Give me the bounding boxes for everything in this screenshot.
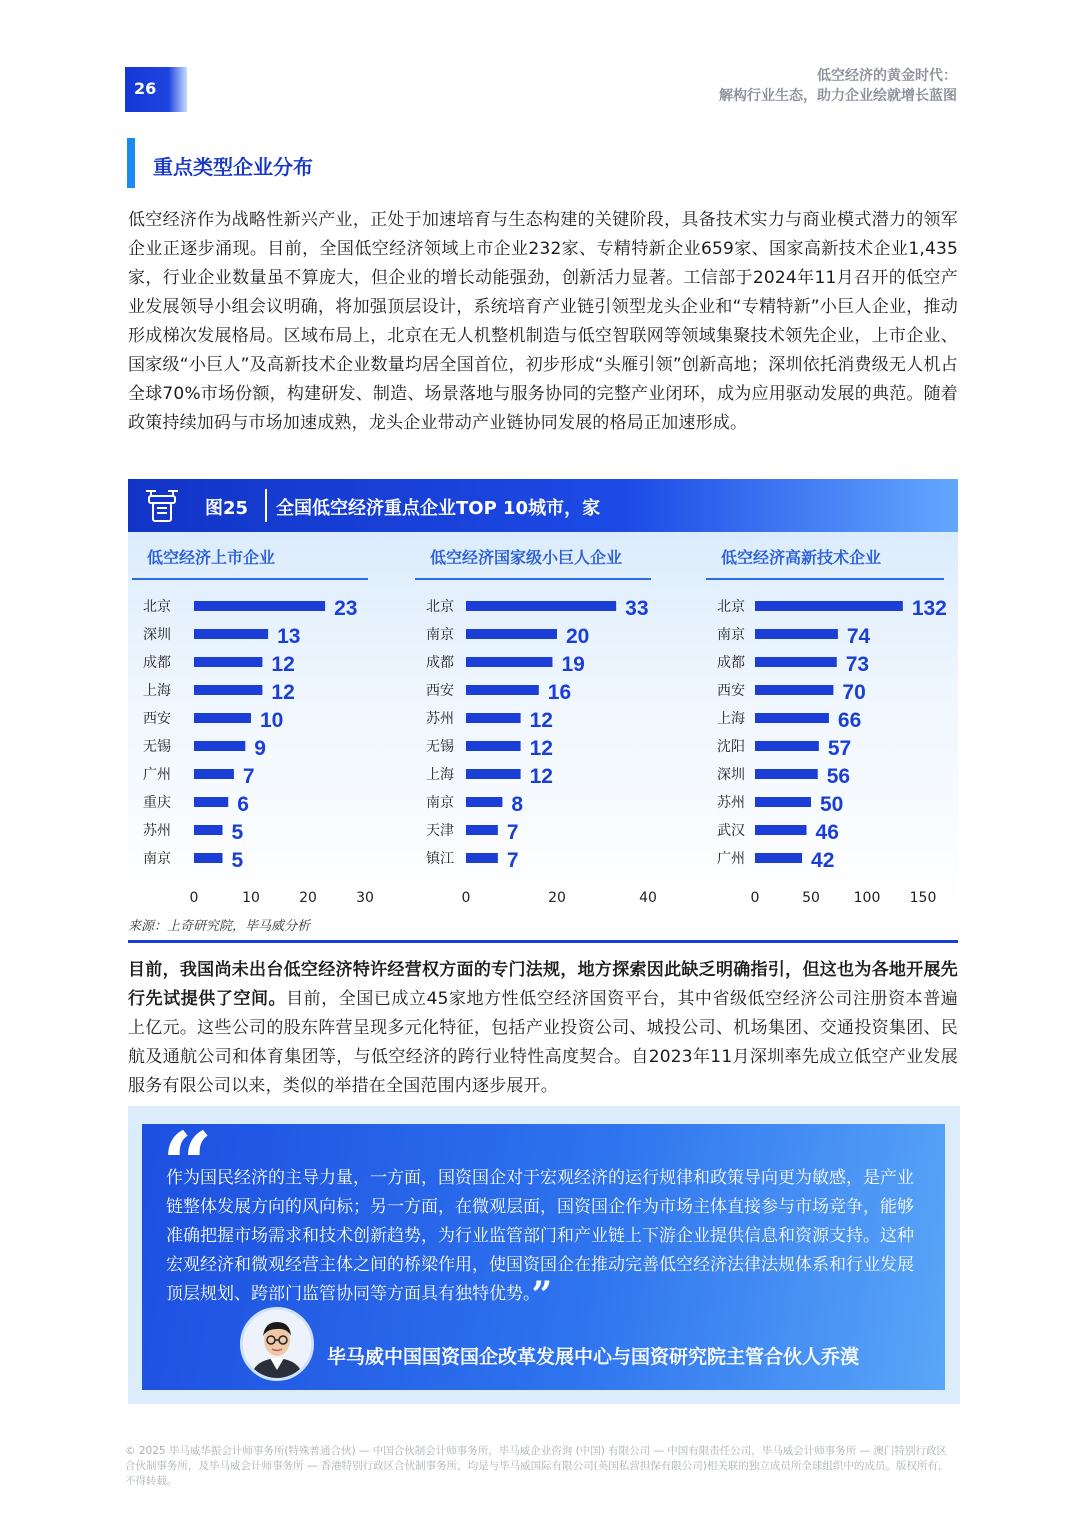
figure-header-divider <box>265 489 267 522</box>
chart-2-category-label: 上海 <box>426 767 454 783</box>
chart-3-category-label: 深圳 <box>717 767 745 783</box>
chart-1-value-label: 5 <box>231 821 244 844</box>
chart-1-bar <box>194 769 234 779</box>
chart-1-category-label: 上海 <box>143 683 171 699</box>
chart-1-bar <box>194 685 262 695</box>
chart-1-tick-label: 20 <box>299 890 317 906</box>
quote-attribution: 毕马威中国国资国企改革发展中心与国资研究院主管合伙人乔漠 <box>327 1346 860 1368</box>
chart-3-category-label: 北京 <box>717 599 745 615</box>
chart-3-title-underline <box>706 578 944 580</box>
chart-2-category-label: 北京 <box>426 599 454 615</box>
chart-3-tick-label: 0 <box>750 890 760 906</box>
chart-3-category-label: 上海 <box>717 711 745 727</box>
bar-charts <box>128 532 958 909</box>
chart-2-value-label: 7 <box>506 821 519 844</box>
chart-1-bar <box>194 853 223 863</box>
chart-3-title: 低空经济高新技术企业 <box>721 548 882 567</box>
chart-3-bar <box>755 741 819 751</box>
chart-2-category-label: 西安 <box>426 683 454 699</box>
chart-1-bar <box>194 629 268 639</box>
chart-3-category-label: 武汉 <box>717 823 745 839</box>
section-title: 重点类型企业分布 <box>153 155 313 179</box>
chart-3-value-label: 42 <box>811 849 835 872</box>
chart-3-value-label: 132 <box>911 597 947 620</box>
chart-1-category-label: 无锡 <box>143 739 171 755</box>
chart-3-value-label: 50 <box>820 793 844 816</box>
chart-3-bar <box>755 853 802 863</box>
chart-1-title-underline <box>132 578 368 580</box>
chart-1-bar <box>194 825 223 835</box>
chart-2-bar <box>466 853 498 863</box>
chart-2-bar <box>466 741 521 751</box>
chart-1-bar <box>194 657 262 667</box>
chart-1-category-label: 成都 <box>143 655 171 671</box>
chart-2-value-label: 19 <box>561 653 585 676</box>
chart-2-tick-label: 20 <box>548 890 566 906</box>
chart-3-value-label: 66 <box>837 709 862 732</box>
chart-2-title-underline <box>415 578 651 580</box>
chart-2-bar <box>466 601 616 611</box>
chart-3-bar <box>755 825 807 835</box>
chart-3-value-label: 70 <box>842 681 866 704</box>
person-portrait-icon <box>243 1310 311 1378</box>
drone-icon <box>142 485 182 525</box>
report-title-line1: 低空经济的黄金时代： <box>817 68 957 84</box>
quote-text <box>166 1164 926 1316</box>
quote-box <box>128 1106 960 1404</box>
body-paragraph-2-rest: 目前，全国已成立45家地方性低空经济国资平台，其中省级低空经济公司注册资本普遍上亿元。这些公司的股东阵营呈现多元化特征，包括产业投资公司、城投公司、机场集团、交通投资集团、民航及通航公司和体育集团等，与低空经济的跨行业特性高度契合。自2023年11月深圳率先成立低空产业发展服务有限公司以来，类似的举措在全国范围内逐步展开。 <box>128 989 958 1096</box>
chart-3-bar <box>755 601 903 611</box>
chart-3-bar <box>755 797 811 807</box>
chart-3-category-label: 沈阳 <box>717 739 745 755</box>
chart-3-bar <box>755 769 818 779</box>
open-quote-icon: “ <box>162 1112 213 1216</box>
chart-1-value-label: 5 <box>231 849 244 872</box>
chart-1-bar <box>194 797 228 807</box>
chart-3-value-label: 46 <box>815 821 839 844</box>
body-paragraph-2-bold: 目前，我国尚未出台低空经济特许经营权方面的专门法规，地方探索因此缺乏明确指引，但这也为各地开展先行先试提供了空间。 <box>128 960 958 1009</box>
chart-1-category-label: 南京 <box>143 851 171 867</box>
chart-2-value-label: 16 <box>547 681 572 704</box>
close-quote-icon: ” <box>531 1274 553 1316</box>
copyright-footer: © 2025 毕马威华振会计师事务所(特殊普通合伙) — 中国合伙制会计师事务所，毕马威企业咨询 (中国) 有限公司 — 中国有限责任公司，毕马威会计师事务所 — 澳门特别行政区合伙制事务所，及毕马威会计师事务所 — 香港特别行政区合伙制事务所，均是与毕马威国际有限公司(英国私营担保有限公司)相关联的独立成员所全球组织中的成员。版权所有，不得转载。 <box>125 1445 949 1487</box>
chart-1-category-label: 西安 <box>143 711 171 727</box>
chart-2-bar <box>466 713 521 723</box>
chart-3-category-label: 南京 <box>717 627 745 643</box>
chart-1-category-label: 广州 <box>143 767 171 783</box>
figure-title: 全国低空经济重点企业TOP 10城市，家 <box>276 498 601 519</box>
chart-2-category-label: 天津 <box>426 823 454 839</box>
chart-2-value-label: 7 <box>506 849 519 872</box>
section-accent-bar <box>127 138 135 188</box>
chart-3-tick-label: 100 <box>853 890 881 906</box>
chart-2-bar <box>466 769 521 779</box>
chart-3-value-label: 57 <box>827 737 852 760</box>
chart-1-value-label: 13 <box>277 625 301 648</box>
chart-1-title: 低空经济上市企业 <box>147 548 276 567</box>
chart-1-bar <box>194 713 251 723</box>
chart-1-category-label: 深圳 <box>143 627 171 643</box>
chart-3-tick-label: 150 <box>909 890 937 906</box>
chart-3-value-label: 56 <box>826 765 851 788</box>
chart-1-bar <box>194 741 245 751</box>
chart-2-category-label: 南京 <box>426 795 454 811</box>
chart-2-category-label: 无锡 <box>426 739 454 755</box>
chart-3-category-label: 成都 <box>717 655 745 671</box>
chart-1-value-label: 10 <box>260 709 284 732</box>
chart-2-category-label: 成都 <box>426 655 454 671</box>
chart-3-value-label: 73 <box>845 653 870 676</box>
chart-2-title: 低空经济国家级小巨人企业 <box>430 548 623 567</box>
body-paragraph-2 <box>128 956 958 1101</box>
chart-3-bar <box>755 685 833 695</box>
report-title-line2: 解构行业生态，助力企业绘就增长蓝图 <box>719 88 957 104</box>
body-paragraph-1: 低空经济作为战略性新兴产业，正处于加速培育与生态构建的关键阶段，具备技术实力与商业模式潜力的领军企业正逐步涌现。目前，全国低空经济领域上市企业232家、专精特新企业659家、国家高新技术企业1,435家，行业企业数量虽不算庞大，但企业的增长动能强劲，创新活力显著。工信部于2024年11月召开的低空产业发展领导小组会议明确，将加强顶层设计，系统培育产业链引领型龙头企业和“专精特新”小巨人企业，推动形成梯次发展格局。区域布局上，北京在无人机整机制造与低空智联网等领域集聚技术领先企业，上市企业、国家级“小巨人”及高新技术企业数量均居全国首位，初步形成“头雁引领”创新高地；深圳依托消费级无人机占全球70%市场份额，构建研发、制造、场景落地与服务协同的完整产业闭环，成为应用驱动发展的典范。随着政策持续加码与市场加速成熟，龙头企业带动产业链协同发展的格局正加速形成。 <box>128 210 958 433</box>
chart-1-value-label: 12 <box>271 653 295 676</box>
chart-2-category-label: 镇江 <box>426 851 454 867</box>
chart-1-tick-label: 30 <box>356 890 374 906</box>
chart-2-bar <box>466 657 552 667</box>
figure-number: 图25 <box>205 498 249 519</box>
chart-1-value-label: 9 <box>254 737 266 760</box>
report-header <box>719 66 957 106</box>
chart-2-tick-label: 40 <box>639 890 657 906</box>
chart-1-value-label: 12 <box>271 681 295 704</box>
chart-1-category-label: 重庆 <box>143 795 171 811</box>
chart-2-value-label: 20 <box>566 625 590 648</box>
chart-3-category-label: 西安 <box>717 683 745 699</box>
chart-1-value-label: 23 <box>334 597 358 620</box>
figure-header <box>128 479 958 532</box>
chart-1-bar <box>194 601 325 611</box>
quote-body: 作为国民经济的主导力量，一方面，国资国企对于宏观经济的运行规律和政策导向更为敏感，是产业链整体发展方向的风向标；另一方面，在微观层面，国资国企作为市场主体直接参与市场竞争，能够准确把握市场需求和技术创新趋势，为行业监管部门和产业链上下游企业提供信息和资源支持。这种宏观经济和微观经营主体之间的桥梁作用，使国资国企在推动完善低空经济法律法规体系和行业发展顶层规划、跨部门监管协同等方面具有独特优势。 <box>166 1168 914 1304</box>
avatar <box>240 1307 314 1381</box>
chart-2-value-label: 12 <box>529 737 553 760</box>
chart-1-tick-label: 0 <box>189 890 199 906</box>
chart-area <box>128 532 958 909</box>
chart-3-tick-label: 50 <box>802 890 820 906</box>
chart-2-category-label: 南京 <box>426 627 454 643</box>
chart-3-bar <box>755 713 829 723</box>
chart-3-category-label: 广州 <box>717 851 745 867</box>
chart-2-value-label: 33 <box>625 597 649 620</box>
chart-2-bar <box>466 629 557 639</box>
chart-3-bar <box>755 657 837 667</box>
chart-3-value-label: 74 <box>846 625 871 648</box>
chart-2-bar <box>466 685 539 695</box>
chart-2-value-label: 8 <box>511 793 524 816</box>
chart-1-tick-label: 10 <box>242 890 260 906</box>
chart-2-category-label: 苏州 <box>426 711 454 727</box>
chart-2-bar <box>466 825 498 835</box>
chart-3-category-label: 苏州 <box>717 795 745 811</box>
page-number: 26 <box>134 79 157 98</box>
chart-2-value-label: 12 <box>529 709 553 732</box>
figure-source: 来源：上奇研究院，毕马威分析 <box>128 919 311 934</box>
chart-3-bar <box>755 629 838 639</box>
chart-2-tick-label: 0 <box>461 890 471 906</box>
page-number-badge <box>125 67 187 112</box>
figure-bottom-rule <box>128 940 958 943</box>
chart-1-category-label: 北京 <box>143 599 171 615</box>
chart-1-value-label: 7 <box>242 765 255 788</box>
chart-1-value-label: 6 <box>237 793 249 816</box>
chart-2-value-label: 12 <box>529 765 553 788</box>
chart-1-category-label: 苏州 <box>143 823 171 839</box>
quote-panel <box>142 1112 945 1390</box>
chart-2-bar <box>466 797 502 807</box>
